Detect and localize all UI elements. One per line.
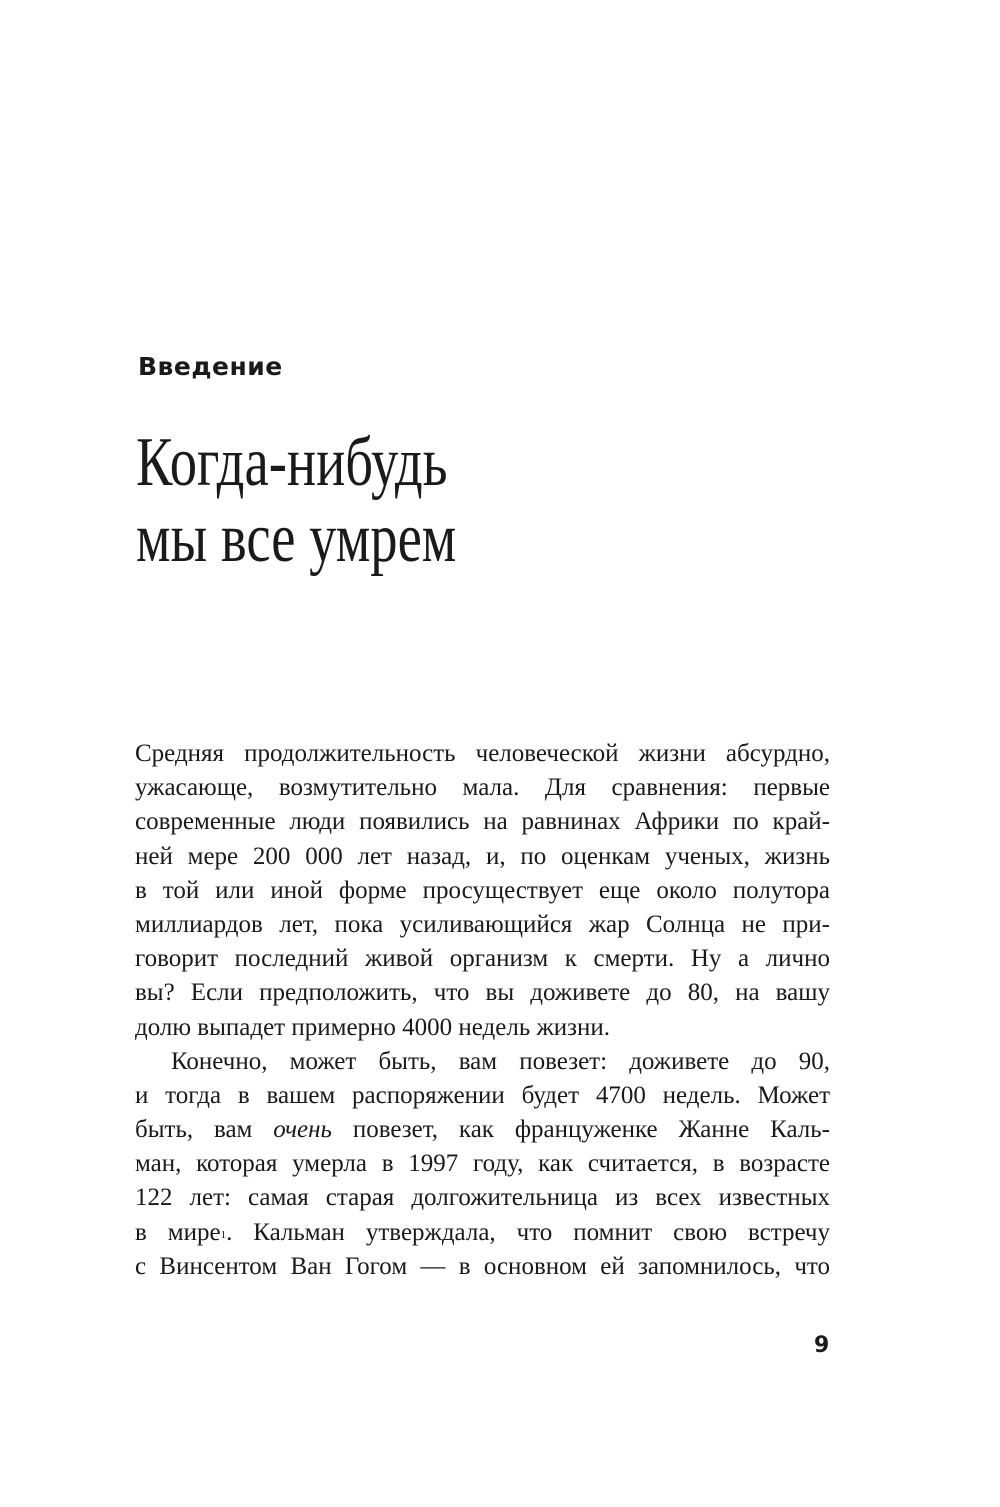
text-line: миллиардов лет, пока усиливающийся жар Солнца не при- [135, 910, 830, 938]
emphasis: очень [273, 1116, 332, 1144]
footnote-marker[interactable]: 1 [220, 1228, 227, 1241]
text-segment: повезет, как француженке Жанне Каль- [331, 1116, 830, 1144]
text-line: Конечно, может быть, вам повезет: доживете до 90, [171, 1047, 830, 1075]
chapter-label: Введение [138, 352, 283, 381]
text-segment: быть, вам [135, 1116, 274, 1144]
text-line: и тогда в вашем распоряжении будет 4700 недель. Может [135, 1081, 830, 1109]
text-line [135, 1216, 830, 1250]
body-text [135, 737, 830, 1284]
title-line: Когда-нибудь [136, 424, 448, 501]
text-line: современные люди появились на равнинах Африки по край- [135, 808, 830, 836]
text-line: ней мере 200 000 лет назад, и, по оценкам ученых, жизнь [135, 842, 830, 870]
page-number: 9 [814, 1333, 830, 1358]
text-line: Средняя продолжительность человеческой жизни абсурдно, [135, 740, 830, 767]
text-line: долю выпадет примерно 4000 недель жизни. [135, 1013, 611, 1041]
text-line: ужасающе, возмутительно мала. Для сравнения: первые [135, 774, 830, 802]
text-segment: . Кальман утверждала, что помнит свою встречу [226, 1218, 830, 1246]
text-line: в той или иной форме просуществует еще около полутора [135, 876, 830, 904]
text-segment: в мире [135, 1218, 221, 1246]
text-line: говорит последний живой организм к смерти. Ну а лично [135, 945, 830, 973]
title-line: мы все умрем [136, 500, 457, 577]
chapter-title [136, 425, 456, 577]
text-line: с Винсентом Ван Гогом — в основном ей запомнилось, что [135, 1252, 830, 1280]
text-line: вы? Если предположить, что вы доживете до 80, на вашу [135, 979, 830, 1007]
text-line [135, 1113, 830, 1147]
text-line: ман, которая умерла в 1997 году, как считается, в возрасте [135, 1150, 830, 1178]
text-line: 122 лет: самая старая долгожительница из всех известных [135, 1184, 830, 1212]
